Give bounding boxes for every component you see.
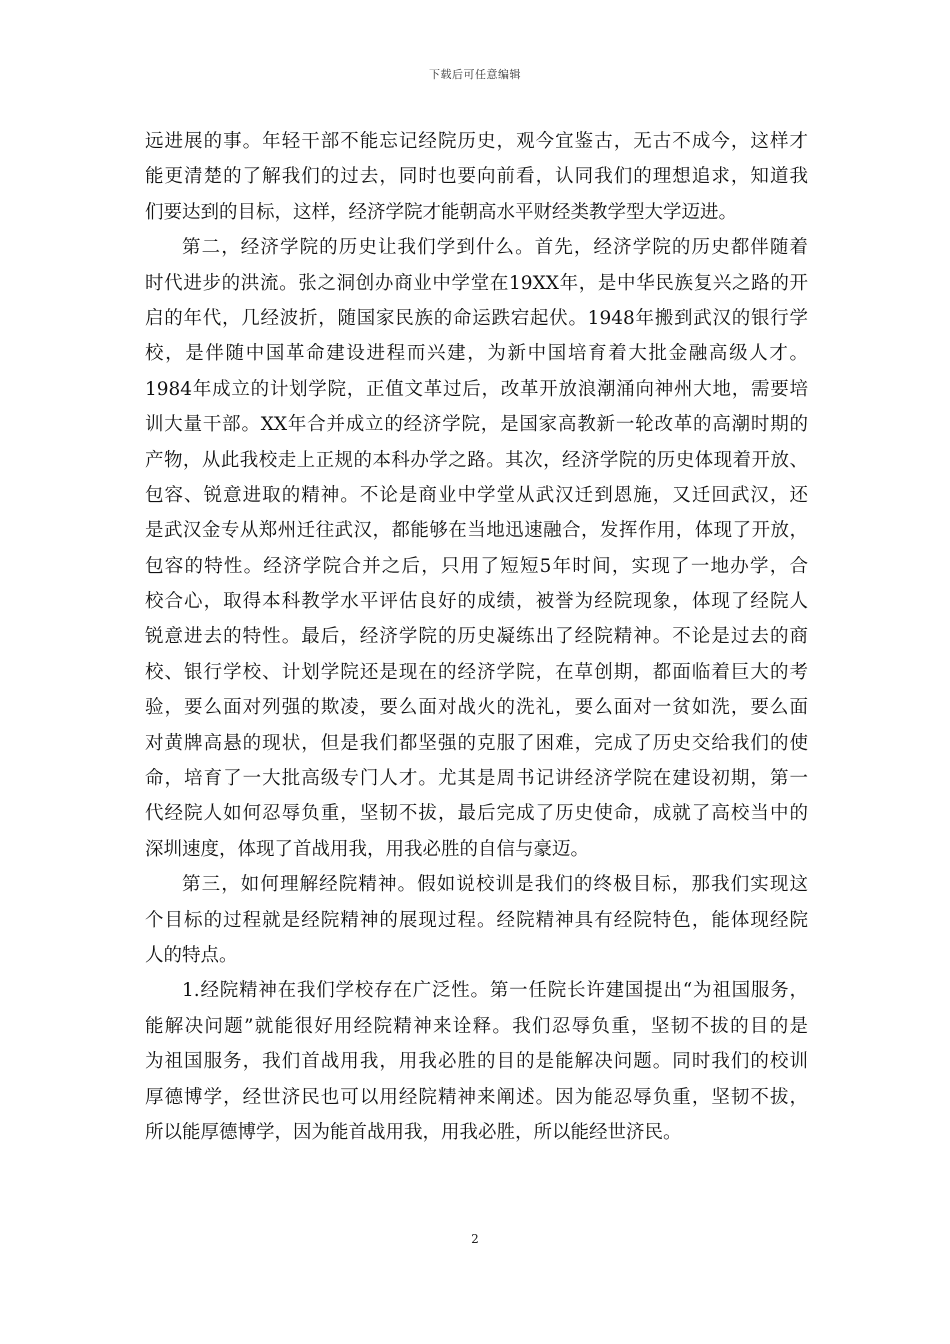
text-line: 为祖国服务，我们首战用我，用我必胜的目的是能解决问题。同时我们的校训 <box>145 1051 808 1073</box>
text-line: 厚德博学，经世济民也可以用经院精神来阐述。因为能忍辱负重，坚韧不拔， <box>145 1086 808 1108</box>
text-line: 启的年代，几经波折，随国家民族的命运跌宕起伏。1948年搬到武汉的银行学 <box>145 307 808 329</box>
text-line: 锐意进去的特性。最后，经济学院的历史凝练出了经院精神。不论是过去的商 <box>145 626 808 648</box>
text-line: 所以能厚德博学，因为能首战用我，用我必胜，所以能经世济民。 <box>145 1121 682 1143</box>
text-line: 能解决问题”就能很好用经院精神来诠释。我们忍辱负重，坚韧不拔的目的是 <box>145 1015 808 1037</box>
text-line: 远进展的事。年轻干部不能忘记经院历史，观今宜鉴古，无古不成今，这样才 <box>145 131 808 152</box>
text-line: 产物，从此我校走上正规的本科办学之路。其次，经济学院的历史体现着开放、 <box>145 449 808 471</box>
page-header: 下载后可任意编辑 <box>429 68 521 81</box>
text-line: 深圳速度，体现了首战用我，用我必胜的自信与豪迈。 <box>145 838 590 860</box>
text-line: 第三，如何理解经院精神。假如说校训是我们的终极目标，那我们实现这 <box>182 874 808 896</box>
text-line: 包容、锐意进取的精神。不论是商业中学堂从武汉迁到恩施，又迁回武汉，还 <box>145 484 808 506</box>
text-line: 对黄牌高悬的现状，但是我们都坚强的克服了困难，完成了历史交给我们的使 <box>145 732 808 754</box>
text-line: 1.经院精神在我们学校存在广泛性。第一任院长许建国提出“为祖国服务， <box>182 980 808 1002</box>
text-line: 1984年成立的计划学院，正值文革过后，改革开放浪潮涌向神州大地，需要培 <box>145 378 808 400</box>
text-line: 时代进步的洪流。张之洞创办商业中学堂在19XX年，是中华民族复兴之路的开 <box>145 272 808 294</box>
text-line: 第二，经济学院的历史让我们学到什么。首先，经济学院的历史都伴随着 <box>182 237 808 259</box>
text-line: 命，培育了一大批高级专门人才。尤其是周书记讲经济学院在建设初期，第一 <box>145 768 808 790</box>
document-body <box>145 124 808 1150</box>
text-line: 人的特点。 <box>145 944 238 966</box>
text-line: 训大量干部。XX年合并成立的经济学院，是国家高教新一轮改革的高潮时期的 <box>145 414 808 436</box>
paragraph <box>145 124 808 230</box>
text-line: 能更清楚的了解我们的过去，同时也要向前看，认同我们的理想追求，知道我 <box>145 166 808 188</box>
text-line: 校合心，取得本科教学水平评估良好的成绩，被誉为经院现象，体现了经院人 <box>145 591 808 613</box>
page-number: 2 <box>471 1232 479 1246</box>
paragraph <box>145 973 808 1150</box>
text-line: 代经院人如何忍辱负重，坚韧不拔，最后完成了历史使命，成就了高校当中的 <box>145 803 808 825</box>
text-line: 们要达到的目标，这样，经济学院才能朝高水平财经类教学型大学迈进。 <box>145 201 738 223</box>
text-line: 是武汉金专从郑州迁往武汉，都能够在当地迅速融合，发挥作用，体现了开放， <box>145 520 808 542</box>
text-line: 包容的特性。经济学院合并之后，只用了短短5年时间，实现了一地办学，合 <box>145 555 808 577</box>
text-line: 校，是伴随中国革命建设进程而兴建，为新中国培育着大批金融高级人才。 <box>145 343 808 365</box>
paragraph <box>145 230 808 867</box>
text-line: 验，要么面对列强的欺凌，要么面对战火的洗礼，要么面对一贫如洗，要么面 <box>145 697 808 719</box>
paragraph <box>145 867 808 973</box>
text-line: 个目标的过程就是经院精神的展现过程。经院精神具有经院特色，能体现经院 <box>145 909 808 931</box>
text-line: 校、银行学校、计划学院还是现在的经济学院，在草创期，都面临着巨大的考 <box>145 661 808 683</box>
